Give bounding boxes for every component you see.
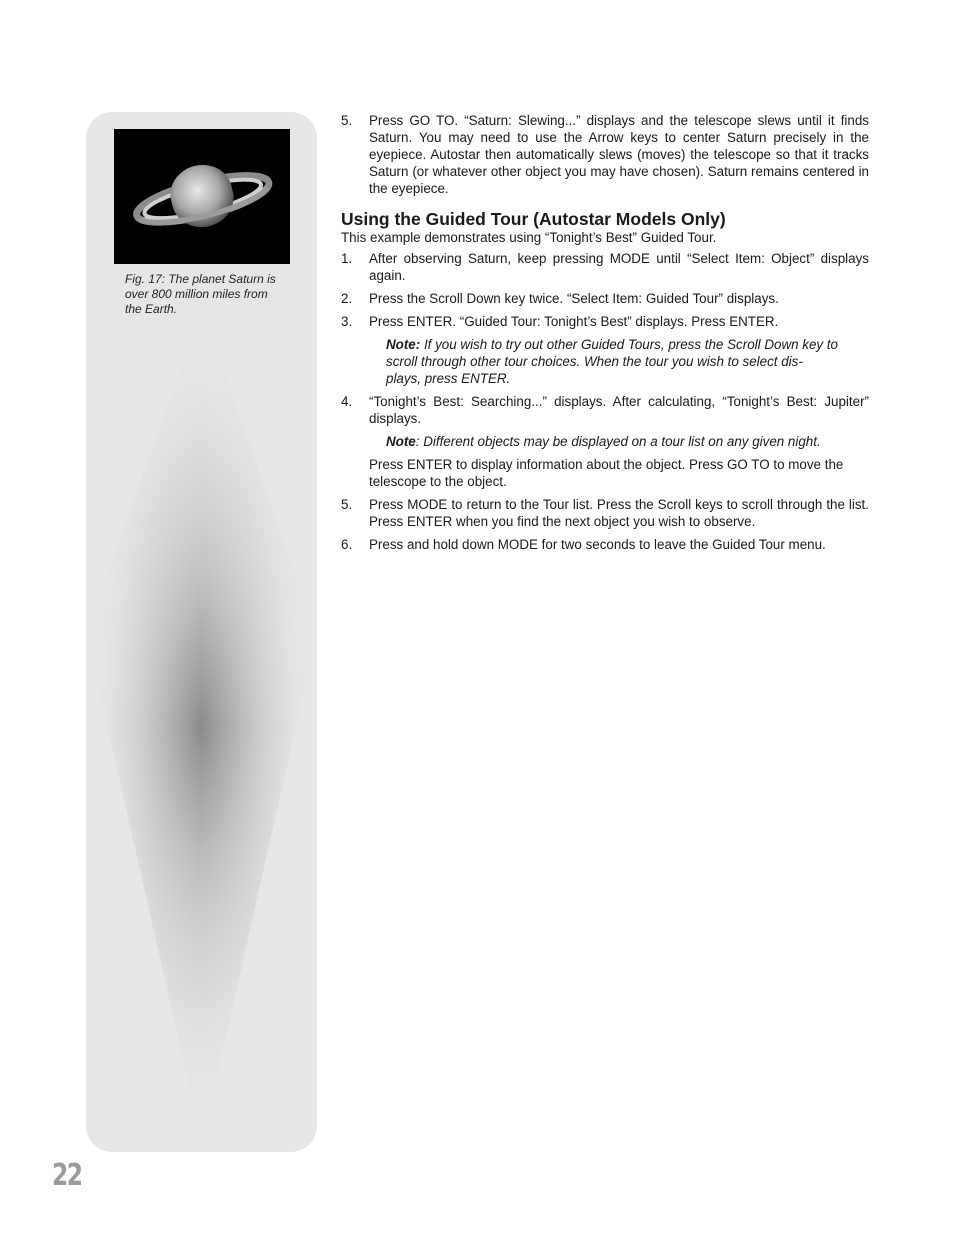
- note-text: If you wish to try out other Guided Tours, press the Scroll Down key to scroll through other tour choices. When the tour you wish to select dis- plays, press ENTER.: [386, 337, 839, 386]
- step-text: After observing Saturn, keep pressing MODE until “Select Item: Object” displays again.: [369, 251, 869, 283]
- section-heading: Using the Guided Tour (Autostar Models Only): [341, 209, 726, 229]
- step-text: Press and hold down MODE for two seconds to leave the Guided Tour menu.: [369, 537, 826, 552]
- main-content: [341, 112, 869, 559]
- note-text: : Different objects may be displayed on a tour list on any given night.: [415, 434, 821, 449]
- step-number: 6.: [341, 537, 353, 552]
- list-item: [341, 290, 869, 307]
- figure-caption: Fig. 17: The planet Saturn is over 800 million miles from the Earth.: [125, 272, 276, 316]
- list-item: [341, 536, 869, 553]
- step-number: 5.: [341, 497, 353, 512]
- list-item: [341, 393, 869, 427]
- list-item: [341, 112, 869, 197]
- section-intro: This example demonstrates using “Tonight’s Best” Guided Tour.: [341, 230, 717, 245]
- step-text: Press ENTER. “Guided Tour: Tonight’s Best” displays. Press ENTER.: [369, 314, 779, 329]
- step-text: “Tonight’s Best: Searching...” displays. After calculating, “Tonight’s Best: Jupiter” displays.: [369, 394, 869, 426]
- list-item: [341, 496, 869, 530]
- saturn-photo: [114, 129, 290, 264]
- step-continuation: Press ENTER to display information about the object. Press GO TO to move the telescope to the object.: [369, 457, 844, 489]
- step-number: 2.: [341, 291, 353, 306]
- note-block: [341, 433, 869, 450]
- sidebar-panel: [86, 112, 317, 1152]
- step-text: Press MODE to return to the Tour list. Press the Scroll keys to scroll through the list. Press ENTER when you find the next object you wish to observe.: [369, 497, 869, 529]
- step-text: Press GO TO. “Saturn: Slewing...” displays and the telescope slews until it finds Saturn. You may need to use the Arrow keys to center Saturn precisely in the eyepiece. Autostar then automatically slews (moves) the telescope so that it tracks Saturn (or whatever other object you may have chosen). Saturn remains centered in the eyepiece.: [369, 113, 869, 196]
- list-item: [341, 313, 869, 330]
- note-label: Note:: [386, 337, 421, 352]
- sidebar-gradient-diamond: [86, 112, 317, 1152]
- step-number: 3.: [341, 314, 353, 329]
- step-number: 4.: [341, 394, 353, 409]
- step-number: 1.: [341, 251, 353, 266]
- note-label: Note: [386, 434, 416, 449]
- page-number: 22: [52, 1158, 82, 1193]
- step-number: 5.: [341, 113, 353, 128]
- list-item: [341, 250, 869, 284]
- step-text: Press the Scroll Down key twice. “Select Item: Guided Tour” displays.: [369, 291, 779, 306]
- note-block: [341, 336, 869, 387]
